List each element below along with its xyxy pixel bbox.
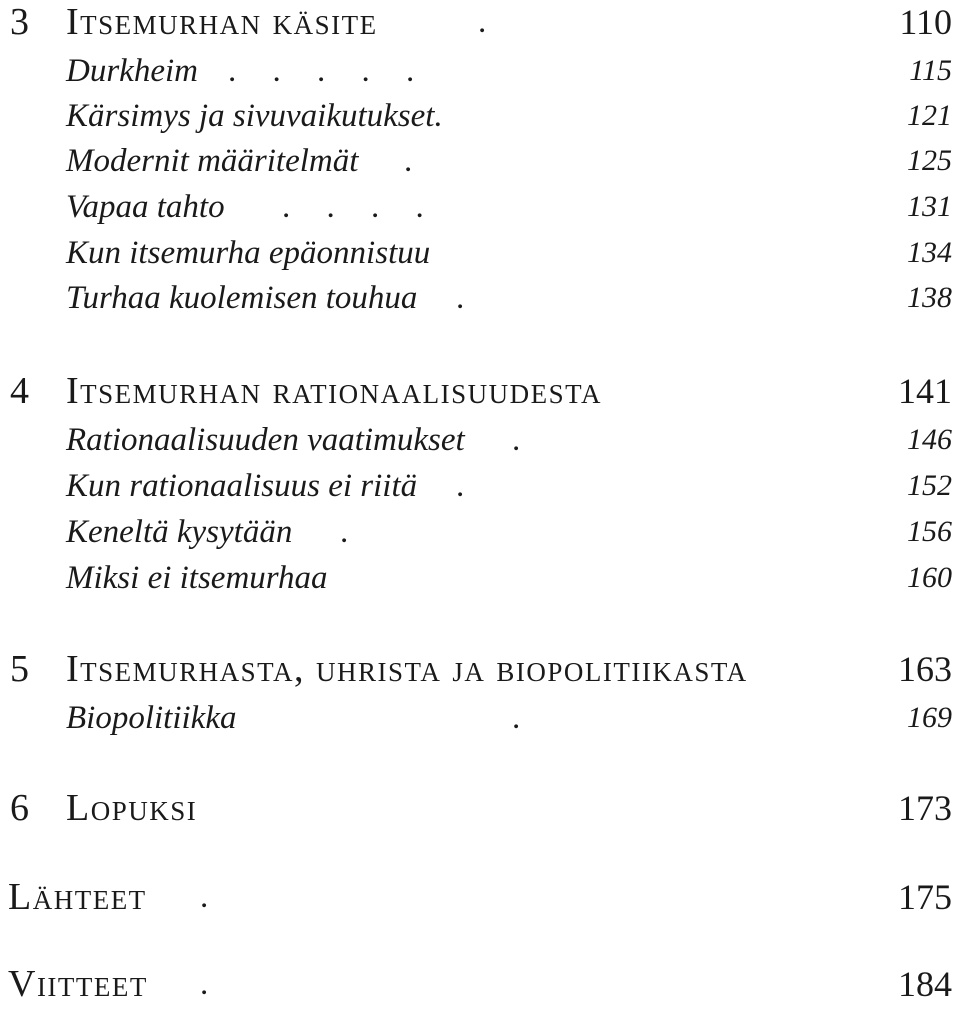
chapter-title: Lopuksi <box>66 787 198 829</box>
toc-section <box>0 554 960 602</box>
leader-dots: . <box>200 879 223 915</box>
leader-dots: . <box>456 280 479 316</box>
page-number: 134 <box>907 236 952 269</box>
page-number: 138 <box>907 281 952 314</box>
section-title: Rationaalisuuden vaatimukset <box>66 422 465 458</box>
page-number: 125 <box>907 144 952 177</box>
toc-lahteet <box>0 873 960 921</box>
page-number: 131 <box>907 190 952 223</box>
leader-dots: . . . . . <box>228 53 429 89</box>
page-number: 163 <box>898 649 952 689</box>
leader-dots: . <box>404 143 427 179</box>
toc-section <box>0 274 960 322</box>
page-number: 146 <box>907 423 952 456</box>
page-number: 141 <box>898 371 952 411</box>
leader-dots: . <box>512 422 535 458</box>
chapter-title: Itsemurhan rationaalisuudesta <box>66 370 602 412</box>
leader-dots: . <box>456 468 479 504</box>
chapter-number: 3 <box>10 1 29 43</box>
toc-chapter-5 <box>0 645 960 693</box>
section-title: Modernit määritelmät <box>66 143 359 179</box>
chapter-title: Itsemurhan käsite <box>66 1 378 43</box>
section-title: Kun rationaalisuus ei riitä <box>66 468 418 504</box>
section-title: Durkheim <box>66 53 198 89</box>
page-number: 156 <box>907 515 952 548</box>
chapter-number: 6 <box>10 787 29 829</box>
chapter-number: 5 <box>10 648 29 690</box>
toc-section <box>0 462 960 510</box>
section-title: Miksi ei itsemurhaa <box>66 560 328 596</box>
leader-dots: . <box>478 4 501 40</box>
section-title: Biopolitiikka <box>66 700 237 736</box>
chapter-title: Viitteet <box>8 963 148 1005</box>
page-number: 152 <box>907 469 952 502</box>
toc-chapter-6 <box>0 784 960 832</box>
chapter-title: Lähteet <box>8 876 147 918</box>
toc-section <box>0 92 960 140</box>
toc-chapter-3 <box>0 0 960 46</box>
page-number: 175 <box>898 877 952 917</box>
section-title: Vapaa tahto <box>66 189 225 225</box>
leader-dots: . <box>340 514 363 550</box>
page-number: 169 <box>907 701 952 734</box>
section-title: Kärsimys ja sivuvaikutukset. <box>66 98 443 134</box>
page-number: 110 <box>899 2 952 42</box>
toc-section <box>0 508 960 556</box>
leader-dots: . <box>512 700 535 736</box>
section-title: Turhaa kuolemisen touhua <box>66 280 418 316</box>
toc-chapter-4 <box>0 367 960 415</box>
page-number: 173 <box>898 788 952 828</box>
toc-section <box>0 416 960 464</box>
leader-dots: . . . . <box>282 189 438 225</box>
section-title: Keneltä kysytään <box>66 514 293 550</box>
section-title: Kun itsemurha epäonnistuu <box>66 235 431 271</box>
toc-section <box>0 229 960 277</box>
toc-section <box>0 183 960 231</box>
toc-section <box>0 137 960 185</box>
page-number: 115 <box>909 54 952 87</box>
leader-dots: . <box>200 966 223 1002</box>
page-number: 121 <box>907 99 952 132</box>
toc-section <box>0 694 960 742</box>
page-number: 160 <box>907 561 952 594</box>
chapter-number: 4 <box>10 370 29 412</box>
page-number: 184 <box>898 964 952 1004</box>
toc-viitteet <box>0 960 960 1008</box>
toc-section <box>0 47 960 95</box>
chapter-title: Itsemurhasta, uhrista ja biopolitiikasta <box>66 648 748 690</box>
